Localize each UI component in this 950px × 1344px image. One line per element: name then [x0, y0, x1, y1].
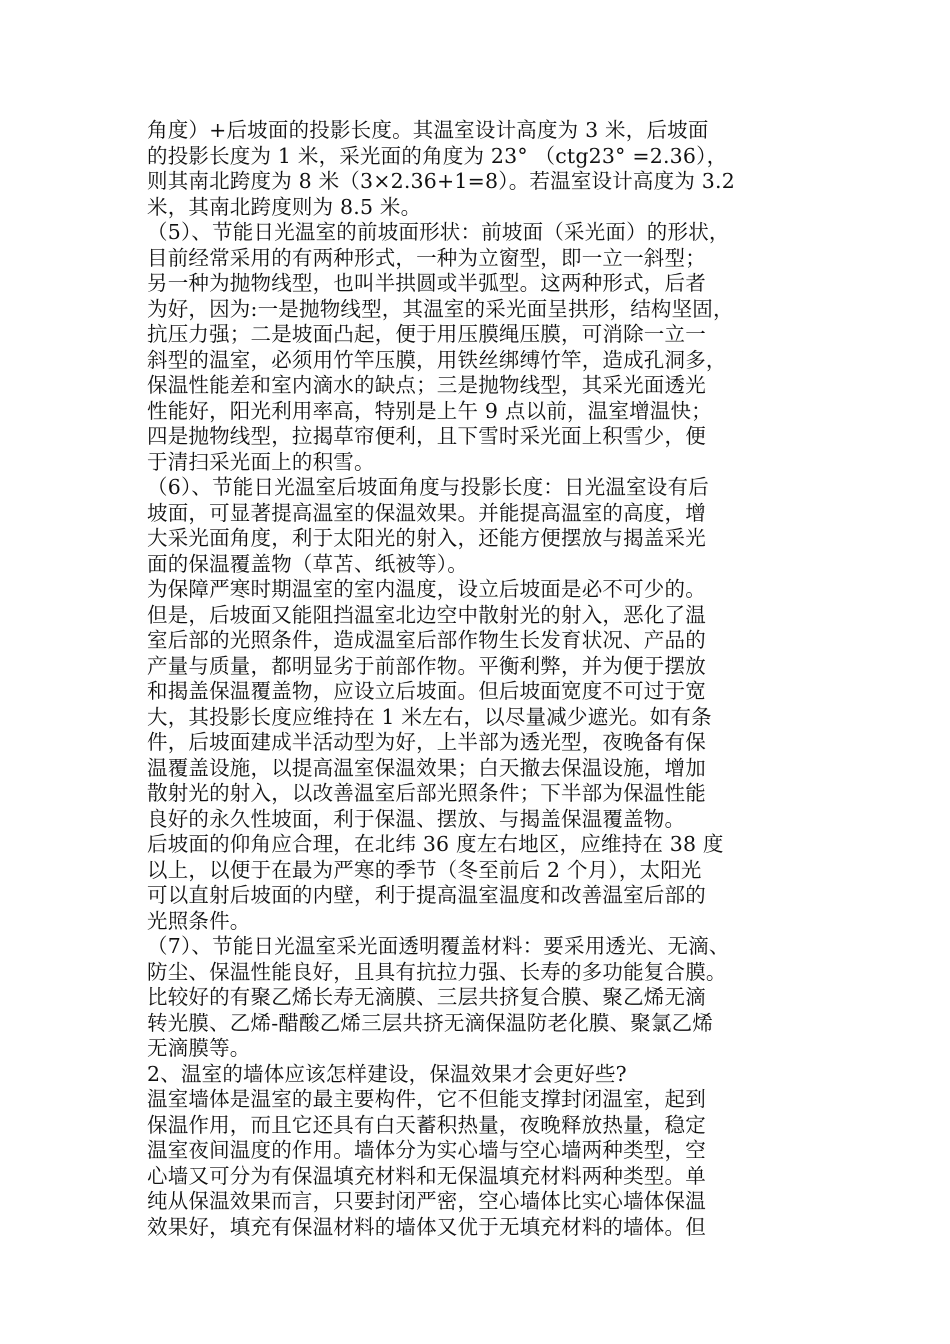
text-line: 和揭盖保温覆盖物，应设立后坡面。但后坡面宽度不可过于宽: [147, 679, 706, 703]
text-line: （6）、节能日光温室后坡面角度与投影长度：日光温室设有后: [147, 475, 709, 499]
text-line: 以上，以便于在最为严寒的季节（冬至前后 2 个月），太阳光: [147, 857, 702, 882]
text-line: 的投影长度为 1 米，采光面的角度为 23° （ctg23° =2.36），: [147, 143, 728, 168]
text-line: 大，其投影长度应维持在 1 米左右，以尽量减少遮光。如有条: [147, 704, 712, 729]
text-line: 为保障严寒时期温室的室内温度，设立后坡面是必不可少的。: [147, 577, 706, 601]
text-line: 温覆盖设施，以提高温室保温效果；白天撤去保温设施，增加: [147, 755, 706, 780]
text-line: （7）、节能日光温室采光面透明覆盖材料：要采用透光、无滴、: [147, 934, 730, 958]
text-line: 产量与质量，都明显劣于前部作物。平衡利弊，并为便于摆放: [147, 653, 706, 678]
text-line: 角度）+后坡面的投影长度。其温室设计高度为 3 米，后坡面: [147, 118, 709, 142]
text-line: 散射光的射入，以改善温室后部光照条件；下半部为保温性能: [147, 781, 706, 805]
body-text: [147, 118, 827, 1240]
text-line: 光照条件。: [147, 908, 251, 933]
text-line: 斜型的温室，必须用竹竿压膜，用铁丝绑缚竹竿，造成孔洞多，: [147, 347, 727, 372]
text-line: 性能好，阳光利用率高，特别是上午 9 点以前，温室增温快；: [147, 398, 712, 423]
text-line: 米，其南北跨度则为 8.5 米。: [147, 194, 422, 219]
text-line: 可以直射后坡面的内壁，利于提高温室温度和改善温室后部的: [147, 883, 706, 907]
text-line: 但是，后坡面又能阻挡温室北边空中散射光的射入，恶化了温: [147, 602, 706, 627]
text-line: 则其南北跨度为 8 米（3×2.36+1=8）。若温室设计高度为 3.2: [147, 169, 735, 193]
text-line: 效果好，填充有保温材料的墙体又优于无填充材料的墙体。但: [147, 1214, 706, 1239]
text-line: 后坡面的仰角应合理，在北纬 36 度左右地区，应维持在 38 度: [147, 832, 724, 856]
text-line: 坡面，可显著提高温室的保温效果。并能提高温室的高度，增: [147, 500, 706, 525]
text-line: （5）、节能日光温室的前坡面形状：前坡面（采光面）的形状，: [147, 220, 730, 244]
text-line: 心墙又可分为有保温填充材料和无保温填充材料两种类型。单: [147, 1163, 706, 1188]
text-line: 纯从保温效果而言，只要封闭严密，空心墙体比实心墙体保温: [147, 1189, 706, 1213]
text-line: 保温性能差和室内滴水的缺点；三是抛物线型，其采光面透光: [147, 373, 706, 397]
text-line: 保温作用，而且它还具有白天蓄积热量，夜晚释放热量，稳定: [147, 1112, 706, 1137]
text-line: 2、温室的墙体应该怎样建设，保温效果才会更好些?: [147, 1061, 627, 1086]
text-line: 无滴膜等。: [147, 1036, 251, 1060]
text-line: 室后部的光照条件，造成温室后部作物生长发育状况、产品的: [147, 628, 706, 652]
text-line: 转光膜、乙烯-醋酸乙烯三层共挤无滴保温防老化膜、聚氯乙烯: [147, 1010, 714, 1035]
text-line: 另一种为抛物线型，也叫半拱圆或半弧型。这两种形式，后者: [147, 271, 706, 295]
text-line: 目前经常采用的有两种形式，一种为立窗型，即一立一斜型；: [147, 245, 706, 270]
text-line: 件，后坡面建成半活动型为好，上半部为透光型，夜晚备有保: [147, 730, 706, 754]
text-line: 大采光面角度，利于太阳光的射入，还能方便摆放与揭盖采光: [147, 526, 706, 550]
text-line: 四是抛物线型，拉揭草帘便利，且下雪时采光面上积雪少，便: [147, 424, 706, 448]
text-line: 温室墙体是温室的最主要构件，它不但能支撑封闭温室，起到: [147, 1087, 706, 1111]
text-line: 良好的永久性坡面，利于保温、摆放、与揭盖保温覆盖物。: [147, 806, 686, 831]
text-line: 比较好的有聚乙烯长寿无滴膜、三层共挤复合膜、聚乙烯无滴: [147, 985, 706, 1009]
text-line: 面的保温覆盖物（草苫、纸被等）。: [147, 551, 468, 576]
text-line: 抗压力强；二是坡面凸起，便于用压膜绳压膜，可消除一立一: [147, 322, 706, 346]
text-line: 温室夜间温度的作用。墙体分为实心墙与空心墙两种类型，空: [147, 1138, 706, 1162]
text-line: 为好，因为:一是抛物线型，其温室的采光面呈拱形，结构坚固，: [147, 296, 734, 321]
text-line: 防尘、保温性能良好，且具有抗拉力强、长寿的多功能复合膜。: [147, 959, 727, 984]
text-line: 于清扫采光面上的积雪。: [147, 449, 375, 474]
